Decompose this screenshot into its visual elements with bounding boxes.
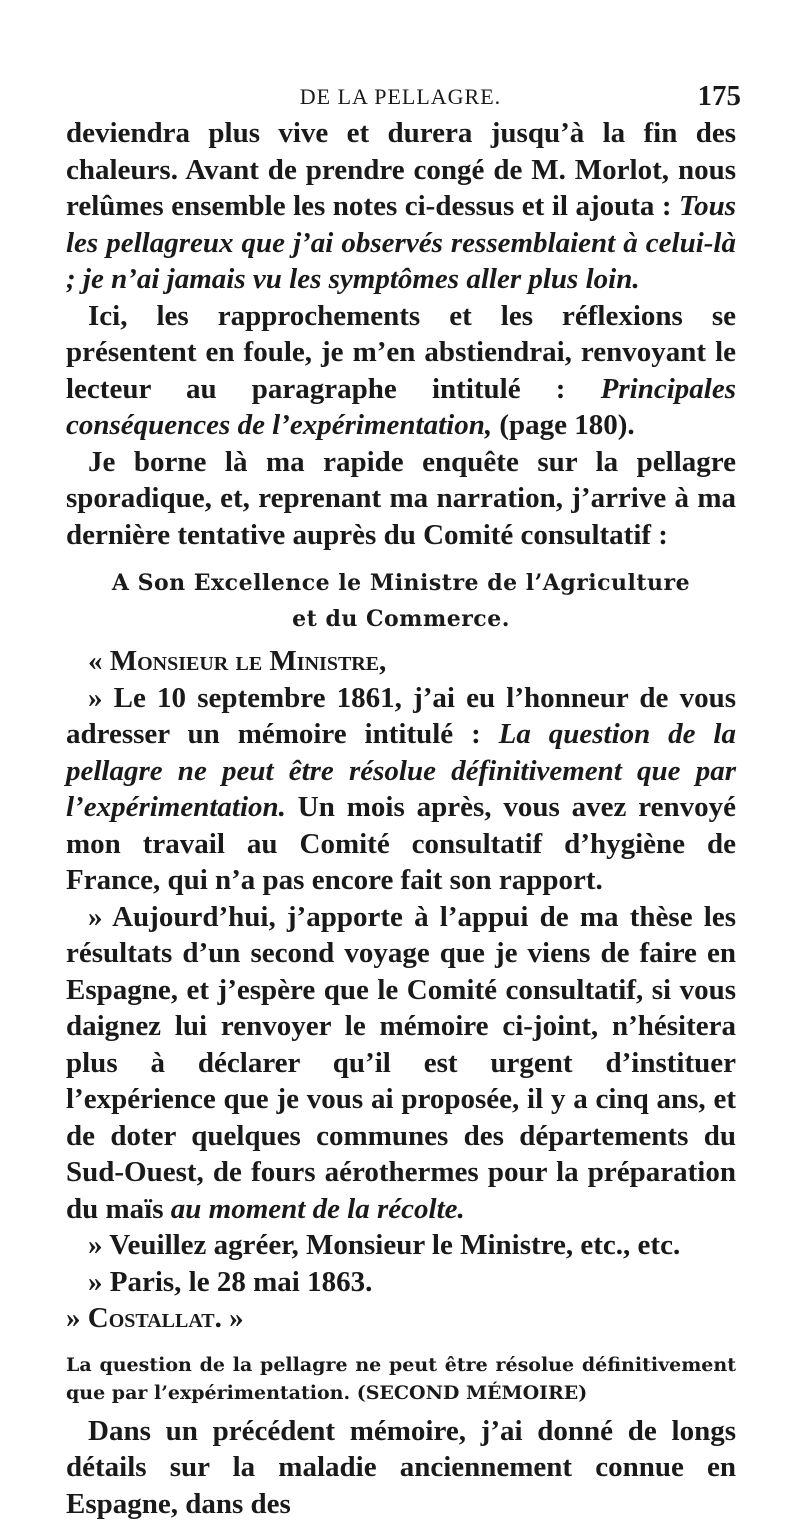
paragraph-reflections <box>66 298 736 444</box>
paragraph-enquiry: Je borne là ma rapide enquête sur la pellagre sporadique, et, reprenant ma narration, j’arrive à ma dernière tentative auprès du Comité consultatif : <box>66 444 736 554</box>
letter-salutation: « Monsieur le Ministre, <box>66 643 736 680</box>
running-title: DE LA PELLAGRE. <box>60 84 741 110</box>
memoir-title: La question de la pellagre ne peut être résolue définitivement que par l’expérimentation. <box>66 718 736 823</box>
letter-closing: » Veuillez agréer, Monsieur le Ministre, etc., etc. <box>66 1227 736 1264</box>
section-title-note: (SECOND MÉMOIRE) <box>357 1382 588 1404</box>
paragraph-text: » Aujourd’hui, j’apporte à l’appui de ma thèse les résultats d’un second voyage que je viens de faire en Espagne, et j’espère que le Comité consultatif, si vous daignez lui renvoyer le mémoire ci-joint, n’hésitera plus à déclarer qu’il est urgent d’instituer l’expérience que je vous ai proposée, il y a cinq ans, et de doter quelques communes des départements du Sud-Ouest, de fours aérothermes pour la préparation du maïs <box>66 901 736 1225</box>
paragraph-text: » Le 10 septembre 1861, j’ai eu l’honneur de vous adresser un mémoire intitulé : <box>66 682 736 751</box>
letter-paragraph-2 <box>66 899 736 1228</box>
page-number: 175 <box>698 80 742 113</box>
paragraph-final: Dans un précédent mémoire, j’ai donné de longs détails sur la maladie anciennement connue en Espagne, dans des <box>66 1413 736 1522</box>
paragraph-text: Un mois après, vous avez renvoyé mon travail au Comité consultatif d’hygiène de France, qui n’a pas encore fait son rapport. <box>66 791 736 896</box>
paragraph-text: Ici, les rapprochements et les réflexions se présentent en foule, je m’en abstiendrai, renvoyant le lecteur au paragraphe intitulé : <box>66 300 736 405</box>
letter-signature: » Costallat. » <box>66 1300 736 1337</box>
page-body <box>66 115 736 1522</box>
quoted-remark: Tous les pellagreux que j’ai observés ressemblaient à celui-là ; je n’ai jamais vu les symptômes aller plus loin. <box>66 190 736 295</box>
letter-date: » Paris, le 28 mai 1863. <box>66 1264 736 1301</box>
letter-heading <box>66 565 736 637</box>
section-reference: Principales conséquences de l’expérimentation, <box>66 373 736 442</box>
letter-paragraph-1 <box>66 680 736 899</box>
paragraph-continuation <box>66 115 736 298</box>
section-title <box>66 1351 736 1407</box>
page-header <box>60 80 741 114</box>
letter-heading-line-2: et du Commerce. <box>66 601 736 637</box>
letter-heading-line-1: A Son Excellence le Ministre de l’Agriculture <box>66 565 736 601</box>
section-title-main: La question de la pellagre ne peut être résolue définitivement que par l’expérimentation. <box>66 1354 736 1404</box>
page-reference: (page 180). <box>492 409 635 441</box>
emphasis-text: au moment de la récolte. <box>171 1193 465 1225</box>
paragraph-text: deviendra plus vive et durera jusqu’à la fin des chaleurs. Avant de prendre congé de M. Morlot, nous relûmes ensemble les notes ci-dessus et il ajouta : <box>66 117 736 222</box>
